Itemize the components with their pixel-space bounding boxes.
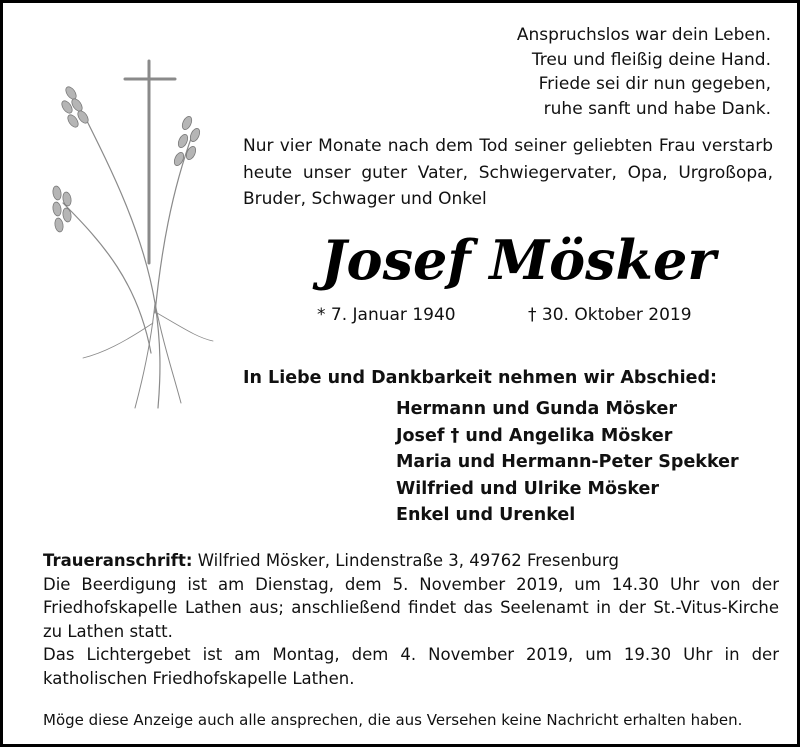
address-text: Wilfried Mösker, Lindenstraße 3, 49762 Fresenburg [192,551,619,570]
deceased-name: Josef Mösker [321,228,716,292]
mourner-name: Maria und Hermann-Peter Spekker [396,452,739,472]
prayer-info: Das Lichtergebet ist am Montag, dem 4. November 2019, um 19.30 Uhr in der katholischen Friedhofskapelle Lathen. [43,645,779,688]
poem-line: Treu und fleißig deine Hand. [531,49,771,70]
farewell-heading: In Liebe und Dankbarkeit nehmen wir Abschied: [243,368,718,388]
poem-line: Friede sei dir nun gegeben, [538,74,771,94]
intro-text: Nur vier Monate nach dem Tod seiner geliebten Frau verstarb heute unser guter Vater, Schwiegervater, Opa, Urgroßopa, Bruder, Schwager und Onkel [243,136,773,209]
notice-note: Möge diese Anzeige auch alle ansprechen, die aus Versehen keine Nachricht erhalten haben. [43,711,743,729]
poem-line: ruhe sanft und habe Dank. [543,98,771,119]
mourner-name: Josef † und Angelika Mösker [396,425,673,446]
funeral-info: Die Beerdigung ist am Dienstag, dem 5. November 2019, um 14.30 Uhr von der Friedhofskapelle Lathen aus; anschließend findet das Seelenamt in der St.-Vitus-Kirche zu Lathen statt. [43,574,779,641]
footer-info [43,549,779,690]
mourner-name: Wilfried und Ulrike Mösker [396,478,660,499]
poem [517,23,771,121]
mourner-name: Hermann und Gunda Mösker [396,399,677,419]
poem-line: Anspruchslos war dein Leben. [516,25,771,45]
death-date: † 30. Oktober 2019 [528,305,692,325]
deceased-name-row [3,228,797,292]
mourners-list [396,396,739,529]
address-label: Traueranschrift: [43,551,193,570]
birth-date: * 7. Januar 1940 [317,305,456,325]
mourner-name: Enkel und Urenkel [396,505,576,525]
mourning-address [43,549,779,573]
